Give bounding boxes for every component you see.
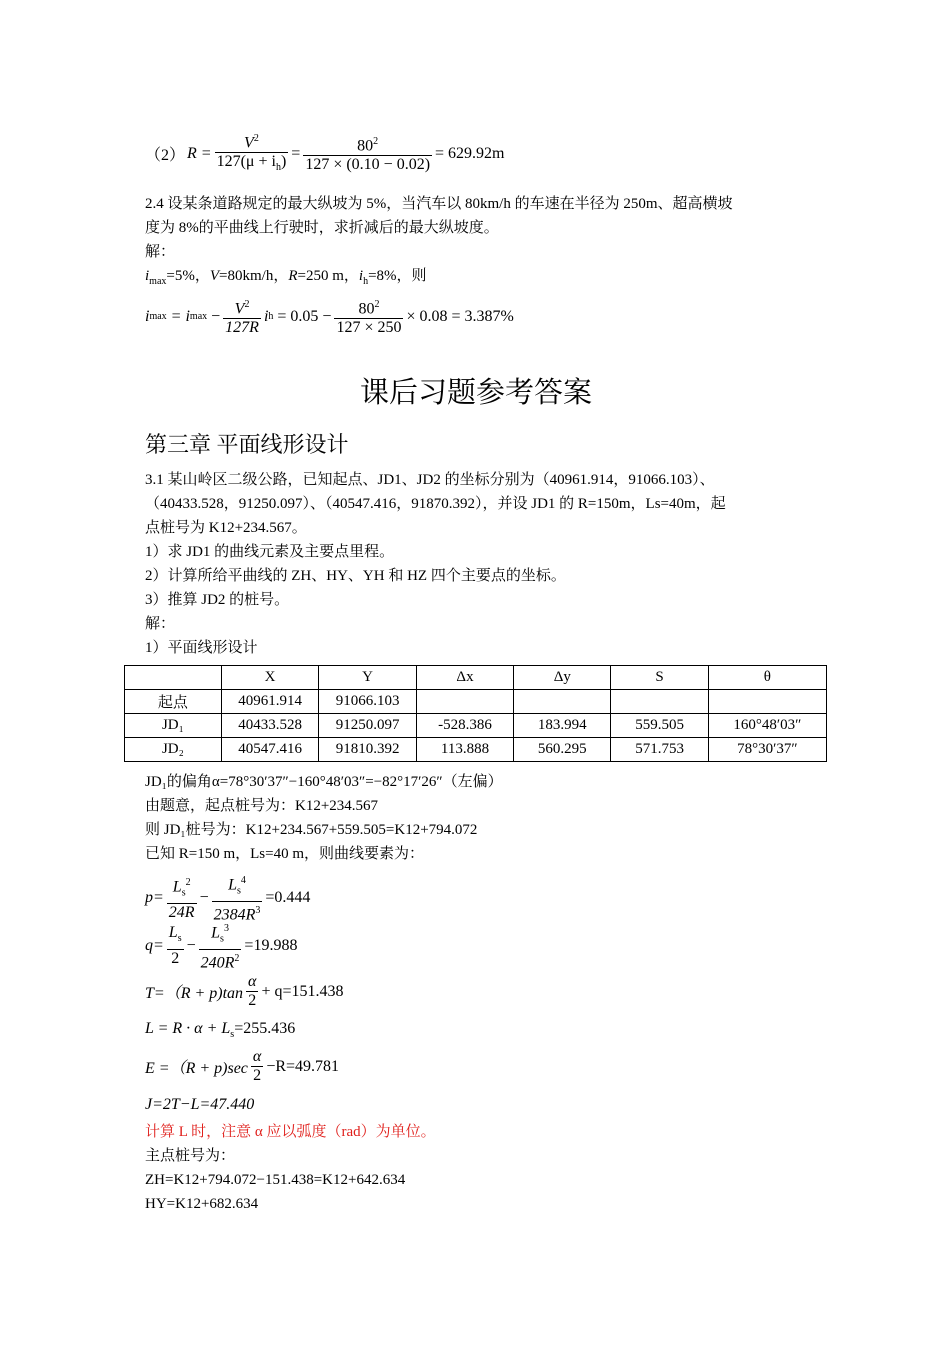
table-row xyxy=(125,714,827,738)
table-cell xyxy=(611,690,708,714)
t-lhs: T=（R + p)tan xyxy=(145,985,244,1002)
f2-num-sup: 2 xyxy=(373,136,379,148)
l-sub: s xyxy=(230,1029,235,1041)
imax-ih: i xyxy=(263,307,269,325)
p-result: =0.444 xyxy=(265,888,311,906)
p-d2: 2384R xyxy=(213,905,256,923)
table-header: Y xyxy=(319,666,416,690)
formula-result: = 629.92m xyxy=(435,144,505,162)
formula-label: （2） xyxy=(145,147,186,165)
table-header: Δy xyxy=(514,666,611,690)
e-num: α xyxy=(252,1048,262,1065)
q-frac-2 xyxy=(199,920,242,972)
q-n1: L xyxy=(168,924,178,942)
f2-num: 80 xyxy=(357,137,374,155)
q31-line6: 3）推算 JD2 的桩号。 xyxy=(145,592,290,608)
p-n1-sub: s xyxy=(181,887,186,899)
imax-result: × 0.08 = 3.387% xyxy=(406,307,514,325)
table-cell: JD₁ xyxy=(125,714,222,738)
l-text: L = R · α + L xyxy=(145,1020,231,1037)
table-cell: 91810.392 xyxy=(319,738,416,762)
f1-den: 127(μ + i xyxy=(216,153,276,171)
p-lhs: p= xyxy=(145,888,164,906)
q31-line5: 2）计算所给平曲线的 ZH、HY、YH 和 HZ 四个主要点的坐标。 xyxy=(145,568,566,584)
table-header: X xyxy=(221,666,318,690)
question-3-1 xyxy=(145,468,815,660)
table-header xyxy=(125,666,222,690)
q-lhs: q= xyxy=(145,936,164,954)
formula-t xyxy=(145,973,344,1010)
table-cell: 40547.416 xyxy=(221,738,318,762)
table-row xyxy=(125,690,827,714)
p-d1: 24R xyxy=(168,903,195,921)
zh-station: ZH=K12+794.072−151.438=K12+642.634 xyxy=(145,1172,406,1188)
imax-eq-sub: max xyxy=(189,311,208,323)
imax-d1: 127R xyxy=(225,319,259,337)
table-cell: 160°48′03″ xyxy=(708,714,826,738)
table-cell xyxy=(708,690,826,714)
f1-den-sub: h xyxy=(275,162,281,174)
q31-line1: 3.1 某山岭区二级公路，已知起点、JD1、JD2 的坐标分别为（40961.914，91066.103）、 xyxy=(145,472,715,488)
imax-frac-1 xyxy=(223,296,261,337)
given-ih: i xyxy=(358,268,364,284)
table-cell: 40433.528 xyxy=(221,714,318,738)
table-cell: 571.753 xyxy=(611,738,708,762)
given-r-val: =250 m， xyxy=(297,268,359,284)
t-num: α xyxy=(248,973,257,990)
q31-line8: 1）平面线形设计 xyxy=(145,640,258,656)
formula-eq: = xyxy=(291,144,301,162)
question-2-4 xyxy=(145,192,815,294)
imax-n1-sup: 2 xyxy=(244,299,250,310)
imax-eq2: = 0.05 − xyxy=(277,307,332,325)
table-header: Δx xyxy=(416,666,513,690)
given-v-val: =80km/h， xyxy=(219,268,289,284)
t-den: 2 xyxy=(248,992,257,1009)
q-n2-sub: s xyxy=(220,933,224,945)
p-n2: L xyxy=(228,876,237,894)
table-row xyxy=(125,738,827,762)
f1-num-sup: 2 xyxy=(253,133,259,144)
p-n2-sup: 4 xyxy=(240,875,246,886)
given-imax: i xyxy=(145,268,150,284)
deflection-angle: JD₁的偏角α=78°30′37″−160°48′03″=−82°17′26″（左偏） xyxy=(145,774,503,790)
q-n2: L xyxy=(211,924,221,942)
formula-imax xyxy=(145,296,514,337)
given-imax-sub: max xyxy=(149,276,167,287)
q31-line3: 点桩号为 K12+234.567。 xyxy=(145,520,307,536)
results-text xyxy=(145,770,815,866)
q-n2-sup: 3 xyxy=(223,923,229,934)
section-heading: 课后习题参考答案 xyxy=(359,377,592,409)
q24-line2: 度为 8%的平曲线上行驶时，求折减后的最大纵坡度。 xyxy=(145,220,499,236)
table-cell: 91066.103 xyxy=(319,690,416,714)
e-result: −R=49.781 xyxy=(266,1057,340,1075)
table-header: θ xyxy=(708,666,826,690)
note-radians: 计算 L 时，注意 α 应以弧度（rad）为单位。 xyxy=(145,1124,436,1140)
l-result: =255.436 xyxy=(234,1020,296,1037)
jd1-station: 则 JD₁桩号为：K12+234.567+559.505=K12+794.072 xyxy=(145,822,478,838)
table-cell: 113.888 xyxy=(416,738,513,762)
imax-n1: V xyxy=(234,300,245,318)
table-cell: 560.295 xyxy=(514,738,611,762)
table-cell: 40961.914 xyxy=(221,690,318,714)
formula-r xyxy=(145,130,505,178)
chapter-heading: 第三章 平面线形设计 xyxy=(145,432,349,457)
q31-line2: （40433.528，91250.097）、（40547.416，91870.392），并设 JD1 的 R=150m，Ls=40m，起 xyxy=(145,496,726,512)
given-r: R xyxy=(288,268,298,284)
q24-given xyxy=(145,264,815,294)
q24-line1: 2.4 设某条道路规定的最大纵坡为 5%，当汽车以 80km/h 的车速在半径为 250m、超高横坡 xyxy=(145,196,733,212)
imax-ih-sub: h xyxy=(268,311,274,323)
table-cell: 91250.097 xyxy=(319,714,416,738)
table-cell xyxy=(514,690,611,714)
start-station: 由题意，起点桩号为：K12+234.567 xyxy=(145,798,379,814)
imax-lhs-sub: max xyxy=(149,311,167,323)
p-d2-sup: 3 xyxy=(255,904,261,916)
given-ih-sub: h xyxy=(363,276,369,287)
p-frac-2 xyxy=(212,872,263,924)
e-frac xyxy=(251,1048,263,1085)
table-cell: 78°30′37″ xyxy=(708,738,826,762)
table-cell xyxy=(416,690,513,714)
imax-frac-2 xyxy=(334,296,403,337)
fraction-1 xyxy=(215,130,289,178)
imax-lhs: i xyxy=(145,307,150,325)
p-n2-sub: s xyxy=(237,885,241,897)
q24-jie: 解： xyxy=(145,244,176,260)
formula-l xyxy=(145,1020,295,1040)
table-header: S xyxy=(611,666,708,690)
formula-j: J=2T−L=47.440 xyxy=(145,1096,255,1113)
q31-line7: 解： xyxy=(145,616,176,632)
table-cell: 559.505 xyxy=(611,714,708,738)
p-n1: L xyxy=(172,878,182,896)
q-result: =19.988 xyxy=(244,936,298,954)
f2-den: 127 × (0.10 − 0.02) xyxy=(305,156,431,174)
imax-n2: 80 xyxy=(358,300,375,318)
curve-elements-intro: 已知 R=150 m，Ls=40 m，则曲线要素为： xyxy=(145,846,425,862)
imax-n2-sup: 2 xyxy=(374,299,380,310)
e-den: 2 xyxy=(253,1067,262,1084)
table-cell: -528.386 xyxy=(416,714,513,738)
table-cell: 183.994 xyxy=(514,714,611,738)
p-n1-sup: 2 xyxy=(185,877,191,889)
q-minus: − xyxy=(186,936,196,954)
imax-eq: = i xyxy=(170,307,190,325)
formula-q xyxy=(145,920,297,972)
e-lhs: E =（R + p)sec xyxy=(145,1060,248,1077)
stations-intro: 主点桩号为： xyxy=(145,1148,236,1164)
f1-den-end: ) xyxy=(280,153,287,171)
given-ih-val: =8%，则 xyxy=(368,268,427,284)
table-header-row xyxy=(125,666,827,690)
formula-lhs: R = xyxy=(187,144,212,162)
coordinate-table xyxy=(124,665,827,762)
t-frac xyxy=(246,973,258,1010)
given-v: V xyxy=(209,268,220,284)
main-stations xyxy=(145,1144,815,1216)
formula-e xyxy=(145,1048,339,1085)
q-frac-1 xyxy=(167,924,184,967)
fraction-2 xyxy=(303,133,432,174)
formula-p xyxy=(145,872,310,924)
imax-d2: 127 × 250 xyxy=(336,319,402,337)
p-minus: − xyxy=(199,888,209,906)
f1-num: V xyxy=(244,134,254,152)
imax-minus: − xyxy=(211,307,221,325)
q-n1-sub: s xyxy=(177,933,182,945)
q-d1: 2 xyxy=(171,949,180,967)
q31-line4: 1）求 JD1 的曲线元素及主要点里程。 xyxy=(145,544,395,560)
table-cell: JD₂ xyxy=(125,738,222,762)
hy-station: HY=K12+682.634 xyxy=(145,1196,259,1212)
table-cell: 起点 xyxy=(125,690,222,714)
p-frac-1 xyxy=(167,874,197,922)
q-d2-sup: 2 xyxy=(234,952,240,964)
t-result: + q=151.438 xyxy=(261,982,344,1000)
given-imax-val: =5%， xyxy=(166,268,210,284)
q-d2: 240R xyxy=(200,953,235,971)
